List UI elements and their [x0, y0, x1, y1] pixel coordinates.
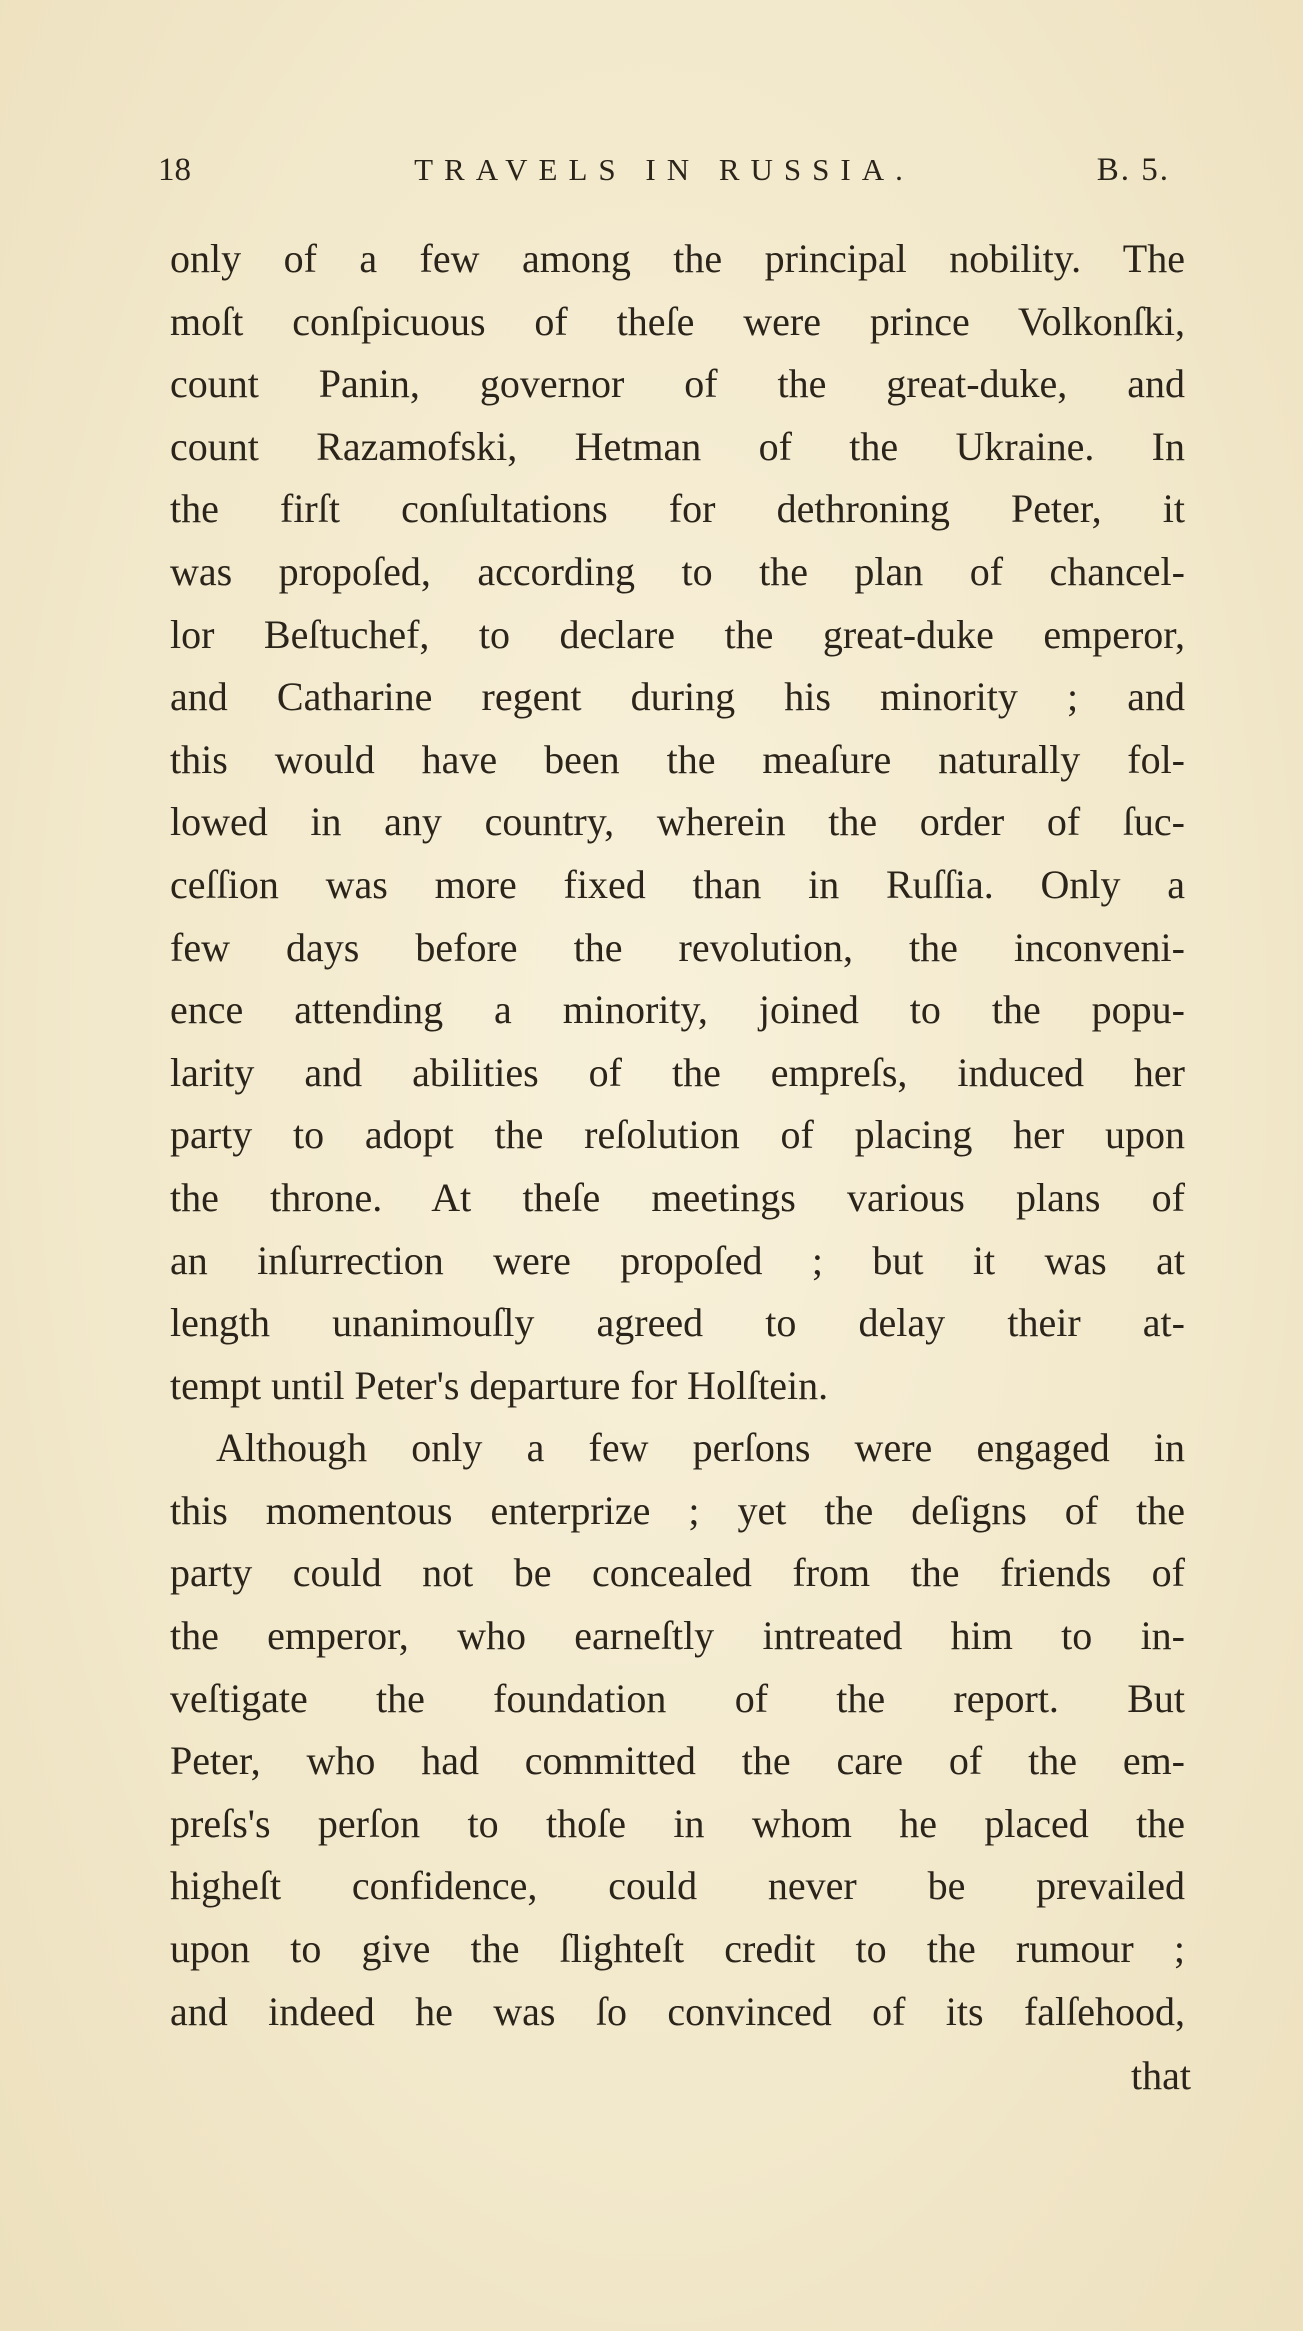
text-line: party could not be concealed from the friends of: [170, 1550, 1185, 1596]
text-line: upon to give the ſlighteſt credit to the rumour ;: [170, 1926, 1185, 1972]
text-line: an inſurrection were propoſed ; but it was at: [170, 1237, 1185, 1283]
text-line: Peter, who had committed the care of the em-: [170, 1738, 1185, 1784]
book-number: B. 5.: [1096, 152, 1170, 188]
text-line: lowed in any country, wherein the order of ſuc-: [170, 799, 1185, 845]
text-line: and Catharine regent during his minority ; and: [170, 674, 1185, 720]
text-line: this momentous enterprize ; yet the deſigns of the: [170, 1487, 1185, 1533]
text-line: larity and abilities of the empreſs, induced her: [170, 1049, 1185, 1095]
text-line: preſs's perſon to thoſe in whom he placed the: [170, 1800, 1185, 1846]
catchword: that: [1131, 2053, 1191, 2098]
text-line: the firſt conſultations for dethroning Peter, it: [170, 486, 1185, 532]
running-head: [158, 150, 1170, 190]
text-line: and indeed he was ſo convinced of its falſehood,: [170, 1988, 1185, 2034]
text-line: the throne. At theſe meetings various plans of: [170, 1174, 1185, 1220]
running-title: TRAVELS IN RUSSIA.: [414, 152, 914, 187]
text-line: length unanimouſly agreed to delay their at-: [170, 1300, 1185, 1346]
text-line: count Razamofski, Hetman of the Ukraine. In: [170, 423, 1185, 469]
text-line: veſtigate the foundation of the report. But: [170, 1675, 1185, 1721]
text-line: few days before the revolution, the inconveni-: [170, 924, 1185, 970]
text-line: was propoſed, according to the plan of chancel-: [170, 548, 1185, 594]
text-line: ceſſion was more fixed than in Ruſſia. Only a: [170, 861, 1185, 907]
text-line: tempt until Peter's departure for Holſtein.: [170, 1362, 829, 1408]
page-number: 18: [158, 152, 191, 188]
text-line: count Panin, governor of the great-duke, and: [170, 361, 1185, 407]
text-line: party to adopt the reſolution of placing her upon: [170, 1112, 1185, 1158]
text-line: Although only a few perſons were engaged in: [216, 1425, 1185, 1471]
body-text: [170, 228, 1185, 2043]
text-line: higheſt confidence, could never be prevailed: [170, 1863, 1185, 1909]
text-line: lor Beſtuchef, to declare the great-duke emperor,: [170, 611, 1185, 657]
text-line: only of a few among the principal nobility. The: [170, 236, 1185, 281]
text-line: ence attending a minority, joined to the popu-: [170, 987, 1185, 1033]
text-line: moſt conſpicuous of theſe were prince Volkonſki,: [170, 298, 1185, 344]
text-line: this would have been the meaſure naturally fol-: [170, 736, 1185, 782]
text-line: the emperor, who earneſtly intreated him to in-: [170, 1613, 1185, 1659]
